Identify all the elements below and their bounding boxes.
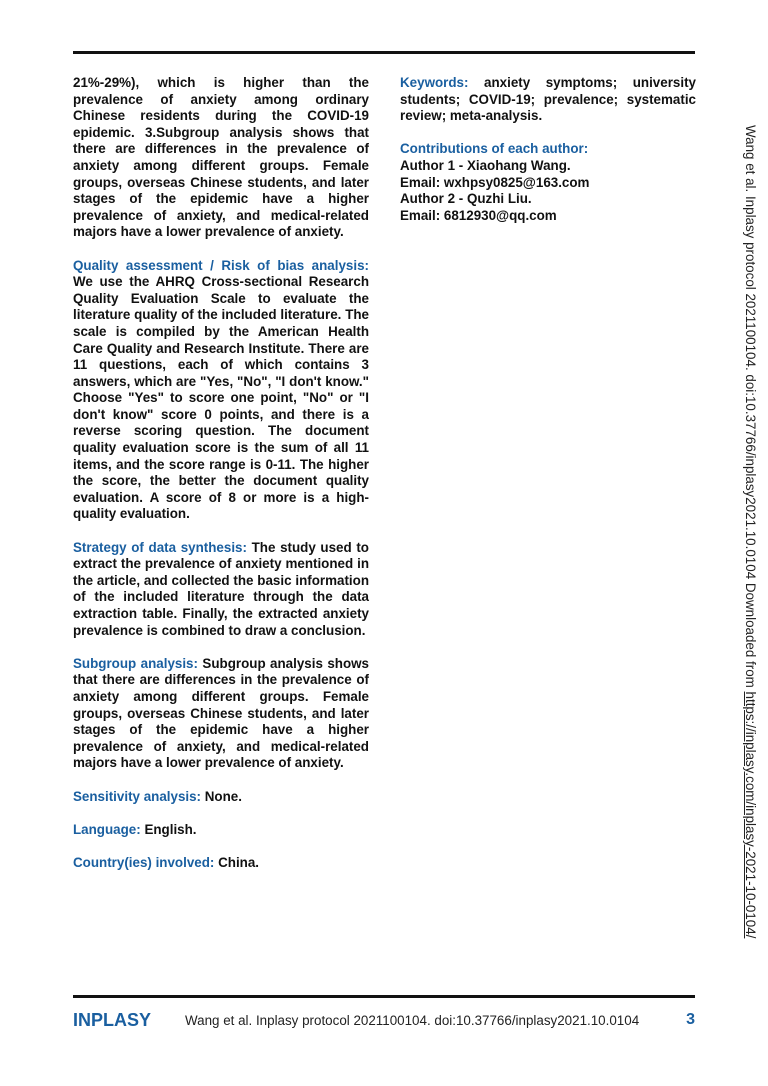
side-note-text: Wang et al. Inplasy protocol 2021100104. doi:10.37766/inplasy2021.10.0104 Downloaded from	[743, 125, 758, 692]
keywords-section	[400, 75, 696, 125]
bottom-rule	[73, 995, 695, 998]
side-download-note	[738, 125, 758, 939]
download-link[interactable]: https://inplasy.com/inplasy-2021-10-0104/	[743, 691, 758, 939]
results-continuation: 21%-29%), which is higher than the prevalence of anxiety among ordinary Chinese residents during the COVID-19 epidemic. 3.Subgroup analysis shows that there are differences in the prevalence of anxiety among different groups. Female groups, overseas Chinese students, and later stages of the epidemic have a higher prevalence of anxiety, and medical-related majors have a lower prevalence of anxiety.	[73, 75, 369, 240]
footer-citation: Wang et al. Inplasy protocol 2021100104. doi:10.37766/inplasy2021.10.0104	[185, 1013, 640, 1028]
quality-assessment-section	[73, 258, 369, 524]
section-heading: Contributions of each author:	[400, 141, 589, 157]
section-text: China.	[218, 854, 260, 870]
author-line: Author 1 - Xiaohang Wang.	[400, 157, 571, 173]
author-line: Author 2 - Quzhi Liu.	[400, 191, 532, 207]
left-column	[73, 75, 369, 888]
section-text: anxiety symptoms; university students; COVID-19; prevalence; systematic review; meta-analysis.	[400, 75, 696, 124]
section-heading: Keywords:	[400, 75, 469, 90]
page-number: 3	[686, 1011, 695, 1028]
right-column	[400, 75, 696, 241]
author-email: Email: 6812930@qq.com	[400, 207, 557, 223]
brand-logo: INPLASY	[73, 1010, 152, 1030]
author-email: Email: wxhpsy0825@163.com	[400, 174, 590, 190]
section-text: The study used to extract the prevalence of anxiety mentioned in the article, and collected the basic information of the included literature through the data extraction table. Finally, the extracted anxiety prevalence is combined to draw a conclusion.	[73, 539, 369, 638]
section-text: None.	[204, 788, 242, 804]
section-heading: Strategy of data synthesis:	[73, 539, 247, 555]
subgroup-analysis-section	[73, 656, 369, 772]
section-text: English.	[144, 821, 197, 837]
section-heading: Language:	[73, 821, 141, 837]
data-synthesis-section	[73, 540, 369, 640]
page-footer	[73, 1010, 695, 1034]
sensitivity-analysis-section	[73, 789, 369, 806]
top-rule	[73, 51, 695, 54]
contributions-section	[400, 141, 696, 224]
language-section	[73, 822, 369, 839]
country-section	[73, 855, 369, 872]
section-heading: Sensitivity analysis:	[73, 788, 202, 804]
section-heading: Subgroup analysis:	[73, 655, 198, 671]
section-text: Subgroup analysis shows that there are differences in the prevalence of anxiety among different groups. Female groups, overseas Chinese students, and later stages of the epidemic have a higher prevalence of anxiety, and medical-related majors have a lower prevalence of anxiety.	[73, 655, 369, 771]
section-text: We use the AHRQ Cross-sectional Research Quality Evaluation Scale to evaluate the literature quality of the included literature. The scale is compiled by the American Health Care Quality and Research Institute. There are 11 questions, each of which contains 3 answers, which are "Yes, "No", "I don't know." Choose "Yes" to score one point, "No" or "I don't know" score 0 points, and there is a reverse scoring question. The document quality evaluation score is the sum of all 11 items, and the score range is 0-11. The higher the score, the better the document quality evaluation. A score of 8 or more is a high-quality evaluation.	[73, 274, 369, 522]
section-heading: Country(ies) involved:	[73, 854, 215, 870]
section-heading: Quality assessment / Risk of bias analysis:	[73, 257, 369, 273]
